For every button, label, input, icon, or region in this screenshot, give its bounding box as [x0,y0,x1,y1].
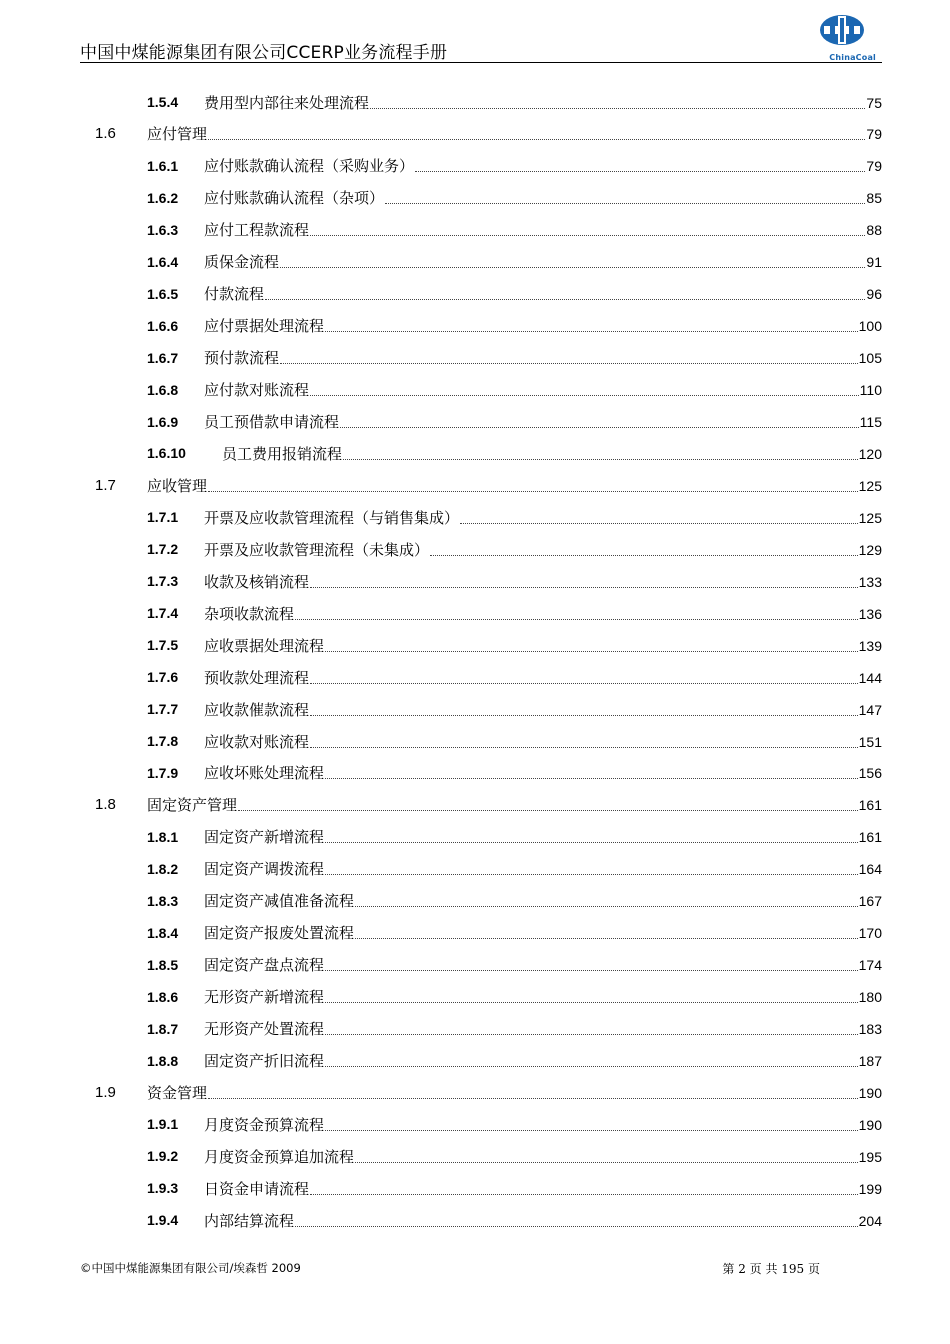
dot-leader [325,650,858,652]
toc-entry-title: 月度资金预算追加流程 [204,1147,355,1166]
toc-entry-number: 1.9.2 [147,1148,179,1165]
toc-entry-title: 员工费用报销流程 [222,444,343,463]
dot-leader [355,937,858,939]
page-footer [80,1260,840,1280]
toc-entry-page: 125 [858,477,882,494]
dot-leader [310,234,865,236]
toc-entry-number: 1.8 [95,796,116,814]
toc-entry-title: 应付工程款流程 [204,221,310,240]
toc-entry-page: 110 [859,382,882,399]
toc-entry[interactable] [0,1017,950,1041]
toc-entry[interactable] [0,122,950,146]
toc-entry[interactable] [0,410,950,434]
dot-leader [343,458,858,460]
toc-entry-number: 1.6.8 [147,381,179,398]
toc-entry-title: 质保金流程 [204,253,280,272]
toc-entry-page: 100 [858,318,882,335]
dot-leader [370,107,865,109]
toc-entry-title: 应付账款确认流程（采购业务） [204,157,415,176]
toc-entry-page: 120 [858,445,882,462]
toc-entry[interactable] [0,761,950,785]
toc-entry-page: 96 [866,286,882,303]
toc-entry[interactable] [0,441,950,465]
toc-entry-title: 应收款对账流程 [204,732,310,751]
toc-entry-page: 180 [858,989,882,1006]
toc-entry-page: 129 [858,541,882,558]
dot-leader [295,618,858,620]
toc-entry-page: 164 [858,861,882,878]
toc-entry-number: 1.8.3 [147,892,179,909]
toc-entry[interactable] [0,857,950,881]
toc-entry-number: 1.7.5 [147,637,179,654]
toc-entry-title: 员工预借款申请流程 [204,413,340,431]
toc-entry[interactable] [0,601,950,625]
chinacoal-logo [802,14,882,60]
toc-entry-number: 1.6.1 [147,157,179,174]
dot-leader [355,1161,858,1163]
toc-entry-page: 125 [858,509,882,526]
toc-entry-page: 195 [858,1148,882,1165]
toc-entry[interactable] [0,505,950,529]
toc-entry-number: 1.6.7 [147,349,179,366]
toc-entry-page: 204 [858,1212,882,1229]
toc-entry[interactable] [0,921,950,945]
toc-entry-title: 应收管理 [147,476,208,495]
dot-leader [325,1129,858,1131]
toc-entry-number: 1.6.3 [147,221,179,238]
copyright-notice: ©中国中煤能源集团有限公司/埃森哲 2009 [80,1261,301,1275]
toc-entry[interactable] [0,665,950,689]
toc-entry-title: 应收票据处理流程 [204,636,325,655]
toc-entry-number: 1.6.4 [147,253,179,270]
toc-entry-title: 月度资金预算流程 [204,1115,325,1134]
toc-entry-title: 内部结算流程 [204,1211,295,1230]
toc-entry-title: 付款流程 [204,285,265,304]
toc-entry-number: 1.9 [95,1083,116,1101]
document-title: 中国中煤能源集团有限公司CCERP业务流程手册 [80,43,448,63]
dot-leader [325,330,858,332]
toc-entry-page: 85 [866,190,882,207]
toc-entry-page: 170 [858,925,882,942]
dot-leader [265,298,865,300]
dot-leader [280,362,858,364]
toc-entry-page: 147 [858,701,882,718]
toc-entry-title: 应付票据处理流程 [204,317,325,336]
dot-leader [325,1065,858,1067]
toc-entry[interactable] [0,1144,950,1168]
toc-entry-page: 136 [858,605,882,622]
toc-entry-page: 133 [858,573,882,590]
dot-leader [415,170,865,172]
toc-entry-page: 174 [858,957,882,974]
toc-entry-title: 固定资产新增流程 [204,828,325,847]
toc-entry[interactable] [0,1049,950,1073]
toc-entry-number: 1.7.9 [147,764,179,781]
toc-entry-page: 183 [858,1021,882,1038]
dot-leader [208,490,858,492]
dot-leader [385,202,865,204]
dot-leader [280,266,865,268]
toc-entry[interactable] [0,346,950,370]
toc-entry-number: 1.7.8 [147,733,179,749]
toc-entry[interactable] [0,1112,950,1136]
dot-leader [295,1225,858,1227]
toc-entry[interactable] [0,889,950,913]
toc-entry[interactable] [0,793,950,817]
toc-entry-title: 应付管理 [147,125,208,144]
toc-entry-page: 139 [858,637,882,654]
toc-entry-number: 1.8.7 [147,1020,179,1037]
toc-entry[interactable] [0,729,950,753]
toc-entry-title: 固定资产报废处置流程 [204,924,355,943]
toc-entry-page: 199 [858,1180,882,1197]
toc-entry[interactable] [0,473,950,497]
toc-entry[interactable] [0,1080,950,1104]
toc-entry-title: 收款及核销流程 [204,572,310,591]
toc-entry-page: 105 [858,350,882,367]
toc-entry-page: 161 [858,797,882,814]
toc-entry-number: 1.8.1 [147,828,179,845]
dot-leader [325,969,858,971]
toc-entry-title: 无形资产处置流程 [204,1020,325,1039]
toc-entry-page: 79 [866,126,882,143]
toc-entry[interactable] [0,378,950,402]
toc-entry[interactable] [0,314,950,338]
dot-leader [325,1033,858,1035]
toc-entry-number: 1.7.1 [147,509,179,526]
toc-entry-title: 应收坏账处理流程 [204,764,325,783]
toc-entry-number: 1.6.9 [147,413,179,430]
toc-entry-number: 1.8.4 [147,924,179,941]
toc-entry-title: 应收款催款流程 [204,700,310,719]
toc-entry-title: 杂项收款流程 [204,604,295,623]
toc-entry-number: 1.5.4 [147,94,179,110]
toc-entry[interactable] [0,825,950,849]
toc-entry[interactable] [0,697,950,721]
toc-entry-number: 1.7 [95,476,116,494]
toc-entry-page: 115 [859,414,882,430]
toc-entry-number: 1.7.2 [147,541,179,558]
toc-entry[interactable] [0,186,950,210]
toc-entry-number: 1.8.2 [147,860,179,877]
toc-entry-number: 1.8.5 [147,956,179,973]
toc-entry-title: 应付款对账流程 [204,381,310,400]
toc-entry[interactable] [0,1208,950,1232]
page-header [80,32,882,63]
toc-entry-title: 资金管理 [147,1083,208,1102]
toc-entry-number: 1.8.8 [147,1052,179,1069]
toc-entry[interactable] [0,282,950,306]
toc-entry-title: 固定资产减值准备流程 [204,892,355,911]
toc-entry-number: 1.7.7 [147,701,179,718]
toc-entry[interactable] [0,985,950,1009]
toc-entry[interactable] [0,1176,950,1200]
toc-entry-title: 应付账款确认流程（杂项） [204,189,385,208]
toc-entry-number: 1.7.4 [147,605,179,622]
toc-entry[interactable] [0,154,950,178]
dot-leader [310,394,859,396]
dot-leader [310,682,858,684]
dot-leader [325,1001,858,1003]
toc-entry[interactable] [0,633,950,657]
toc-entry-page: 75 [866,94,882,111]
toc-entry-title: 开票及应收款管理流程（未集成） [204,540,430,559]
toc-entry-page: 190 [858,1116,882,1133]
toc-entry-number: 1.6.6 [147,317,179,334]
toc-entry-title: 固定资产管理 [147,796,238,815]
toc-entry[interactable] [0,953,950,977]
toc-entry-title: 开票及应收款管理流程（与销售集成） [204,508,460,527]
dot-leader [310,714,858,716]
toc-entry-number: 1.9.1 [147,1116,179,1133]
toc-entry-title: 固定资产折旧流程 [204,1052,325,1070]
dot-leader [310,586,858,588]
dot-leader [310,746,858,748]
toc-entry-page: 156 [858,765,882,782]
toc-entry-page: 161 [858,829,882,846]
dot-leader [460,522,858,524]
toc-entry[interactable] [0,218,950,242]
dot-leader [310,1193,858,1195]
dot-leader [208,138,865,140]
toc-entry-number: 1.7.6 [147,669,179,686]
toc-entry-number: 1.9.3 [147,1180,179,1197]
dot-leader [430,554,858,556]
dot-leader [325,777,858,779]
toc-entry[interactable] [0,569,950,593]
toc-entry-page: 190 [858,1084,882,1101]
toc-entry-title: 预付款流程 [204,349,280,368]
toc-entry-title: 预收款处理流程 [204,668,310,687]
toc-entry-title: 费用型内部往来处理流程 [204,93,370,112]
toc-entry-number: 1.9.4 [147,1212,179,1229]
dot-leader [238,809,858,811]
dot-leader [325,873,858,875]
toc-entry[interactable] [0,537,950,561]
toc-entry-title: 日资金申请流程 [204,1179,310,1198]
dot-leader [355,905,858,907]
toc-entry[interactable] [0,250,950,274]
toc-entry-number: 1.6.10 [147,445,186,462]
toc-entry-number: 1.6 [95,125,116,143]
toc-entry-page: 144 [858,669,882,686]
toc-entry[interactable] [0,90,950,114]
toc-entry-page: 88 [866,222,882,239]
dot-leader [325,841,858,843]
page-number: 第 2 页 共 195 页 [722,1262,820,1276]
toc-entry-page: 91 [866,254,882,271]
toc-entry-page: 79 [866,158,882,175]
toc-entry-page: 187 [858,1053,882,1069]
toc-entry-page: 151 [858,733,882,750]
toc-entry-number: 1.7.3 [147,573,179,590]
toc-entry-number: 1.8.6 [147,988,179,1005]
logo-wordmark: ChinaCoal [829,53,876,62]
dot-leader [340,426,859,428]
dot-leader [208,1097,858,1099]
toc-entry-page: 167 [858,893,882,910]
toc-entry-title: 无形资产新增流程 [204,988,325,1007]
toc-entry-title: 固定资产调拨流程 [204,860,325,879]
toc-entry-number: 1.6.5 [147,285,179,302]
toc-entry-number: 1.6.2 [147,189,179,206]
toc-entry-title: 固定资产盘点流程 [204,956,325,975]
